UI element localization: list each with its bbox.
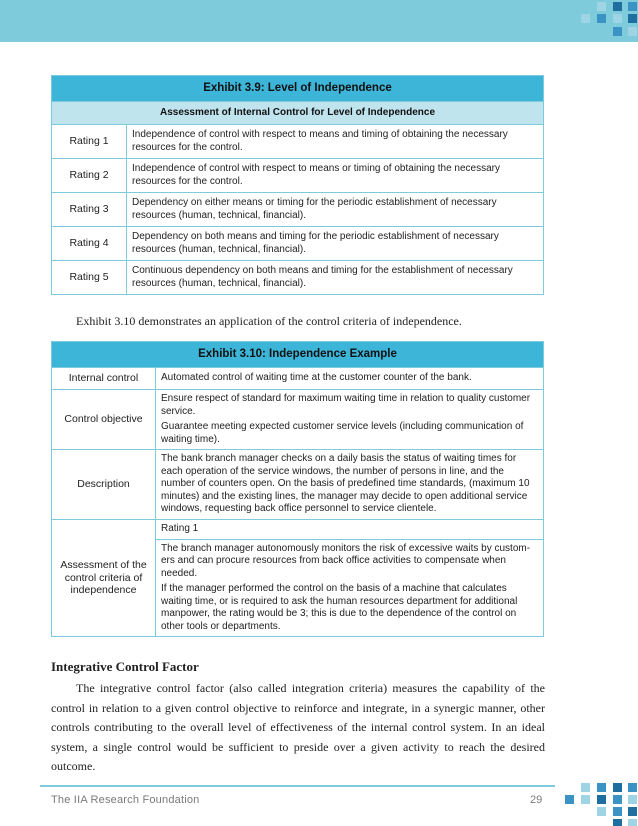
page-number: 29 (530, 794, 543, 806)
assessment-label: Assessment of the control criteria of independence (52, 519, 156, 637)
exhibit-3-9-table (51, 75, 544, 295)
exhibit-3-9-subtitle: Assessment of Internal Control for Level of Independence (52, 102, 544, 125)
section-paragraph: The integrative control factor (also called integration criteria) measures the capability of the control in relation to a given control objective to reinforce and integrate, in a synergic manner, other controls contributing to the overall level of effectiveness of the internal control system. In an ideal system, a single control would be sufficient to preside over a given activity to reach the desired outcome. (51, 681, 545, 773)
rating-description: Dependency on both means and timing for the periodic establishment of necessary resources (human, technical, financial). (127, 227, 544, 261)
rating-label: Rating 3 (52, 193, 127, 227)
exhibit-3-10-table (51, 341, 544, 637)
rating-description: Independence of control with respect to means or timing of obtaining the necessary resources for the control. (127, 159, 544, 193)
exhibit-3-9-title: Exhibit 3.9: Level of Independence (52, 76, 544, 102)
assessment-cell (156, 539, 544, 637)
internal-control-label: Internal control (52, 368, 156, 390)
control-objective-cell (156, 390, 544, 450)
description-text: The bank branch manager checks on a daily basis the status of waiting times for each operation of the service windows, the number of persons in line, and the number of counters open. On the basis of predefined time standards, (maximum 10 minutes) and the existing lines, the manager may decide to open additional service windows, requesting back office personnel to service clientele. (156, 450, 544, 520)
rating-label: Rating 4 (52, 227, 127, 261)
section-heading: Integrative Control Factor (51, 659, 199, 674)
assessment-rating: Rating 1 (156, 519, 544, 539)
description-label: Description (52, 450, 156, 520)
rating-description: Independence of control with respect to means and timing of obtaining the necessary resources for the control. (127, 125, 544, 159)
footer-divider (40, 785, 555, 787)
control-objective-text: Guarantee meeting expected customer service levels (including communication of waiting time). (161, 421, 524, 445)
control-objective-label: Control objective (52, 390, 156, 450)
rating-label: Rating 1 (52, 125, 127, 159)
rating-label: Rating 5 (52, 261, 127, 295)
rating-description: Continuous dependency on both means and timing for the establishment of necessary resources (human, technical, financial). (127, 261, 544, 295)
rating-label: Rating 2 (52, 159, 127, 193)
header-band (0, 0, 638, 42)
assessment-text: The branch manager autonomously monitors the risk of excessive waits by custom-ers and can procure resources from back office activities to compensate when needed. (161, 542, 531, 579)
footer-publisher: The IIA Research Foundation (51, 794, 200, 806)
control-objective-text: Ensure respect of standard for maximum waiting time in relation to quality customer service. (161, 393, 531, 417)
assessment-text: If the manager performed the control on the basis of a machine that calculates waiting time, or is required to ask the human resources department for additional manpower, the rating would be 3; this is due to the dependence of the control on other tools or departments. (161, 583, 518, 632)
exhibit-3-10-title: Exhibit 3.10: Independence Example (52, 342, 544, 368)
internal-control-text: Automated control of waiting time at the customer counter of the bank. (156, 368, 544, 390)
intro-text: Exhibit 3.10 demonstrates an application of the control criteria of independence. (76, 314, 462, 328)
rating-description: Dependency on either means or timing for the periodic establishment of necessary resources (human, technical, financial). (127, 193, 544, 227)
